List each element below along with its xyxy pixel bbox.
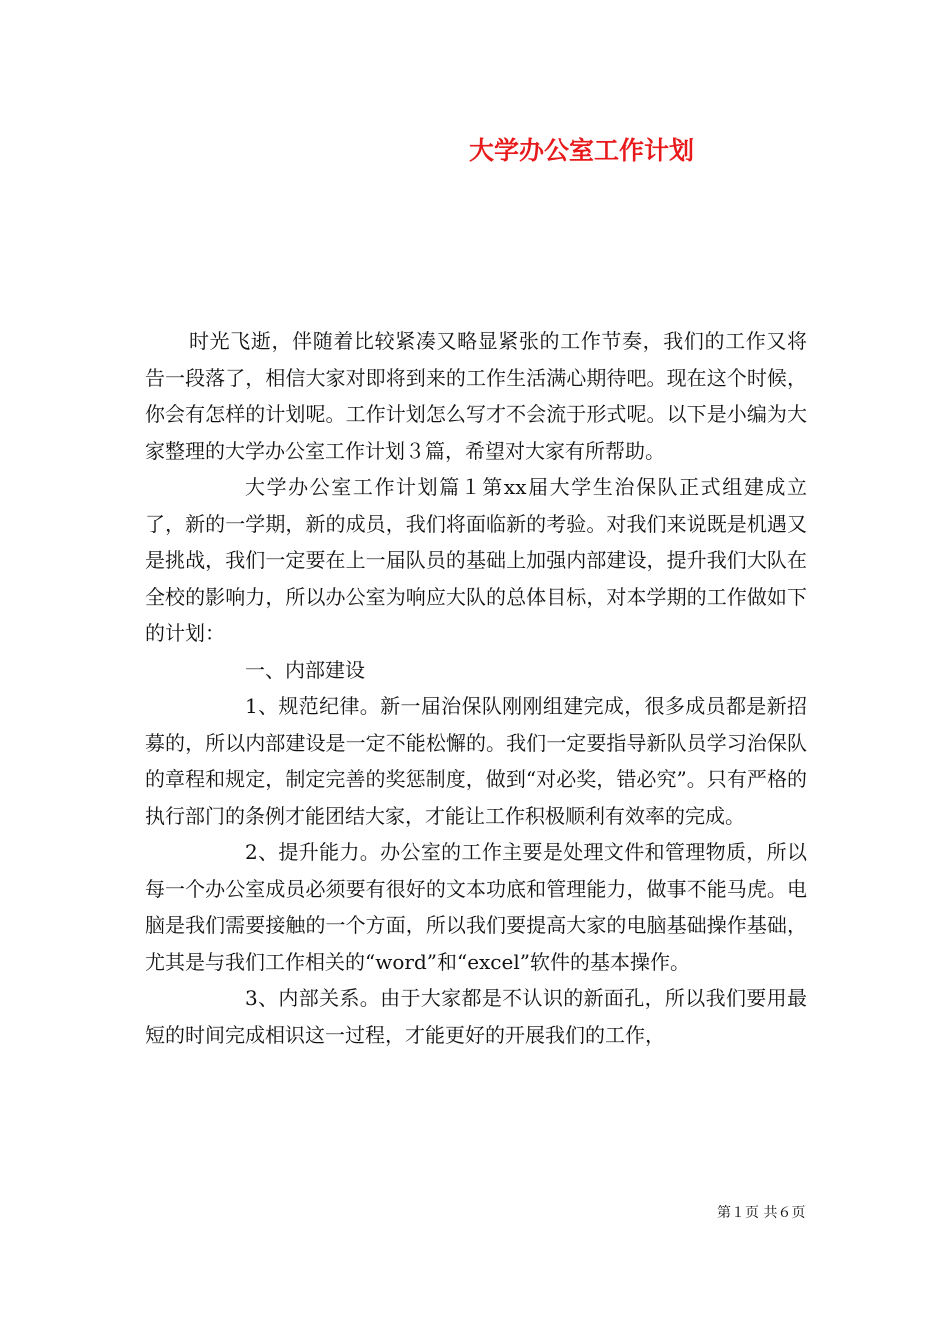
section-heading: 一、内部建设 — [245, 657, 365, 682]
document-title: 大学办公室工作计划 — [469, 136, 695, 165]
item-relations-paragraph: 3、内部关系。由于大家都是不认识的新面孔，所以我们要用最短的时间完成相识这一过程，才能更好的开展我们的工作， — [145, 986, 807, 1047]
item-ability-paragraph: 2、提升能力。办公室的工作主要是处理文件和管理物质，所以每一个办公室成员必须要有很好的文本功底和管理能力，做事不能马虎。电脑是我们需要接触的一个方面，所以我们要提高大家的电脑基础操作基础，尤其是与我们工作相关的“word”和“excel”软件的基本操作。 — [145, 840, 807, 974]
intro-paragraph: 时光飞逝，伴随着比较紧凑又略显紧张的工作节奏，我们的工作又将告一段落了，相信大家对即将到来的工作生活满心期待吧。现在这个时候，你会有怎样的计划呢。工作计划怎么写才不会流于形式呢。以下是小编为大家整理的大学办公室工作计划３篇，希望对大家有所帮助。 — [145, 329, 807, 463]
item-discipline-paragraph: 1、规范纪律。新一届治保队刚刚组建完成，很多成员都是新招募的，所以内部建设是一定不能松懈的。我们一定要指导新队员学习治保队的章程和规定，制定完善的奖惩制度，做到“对必奖，错必究”。只有严格的执行部门的条例才能团结大家，才能让工作积极顺利有效率的完成。 — [145, 694, 807, 828]
page-footer: 第１页 共６页 — [717, 1205, 806, 1221]
document-body — [145, 323, 807, 1053]
plan-intro-paragraph: 大学办公室工作计划篇１第xx届大学生治保队正式组建成立了，新的一学期，新的成员，我们将面临新的考验。对我们来说既是机遇又是挑战，我们一定要在上一届队员的基础上加强内部建设，提升我们大队在全校的影响力，所以办公室为响应大队的总体目标，对本学期的工作做如下的计划： — [145, 475, 807, 645]
